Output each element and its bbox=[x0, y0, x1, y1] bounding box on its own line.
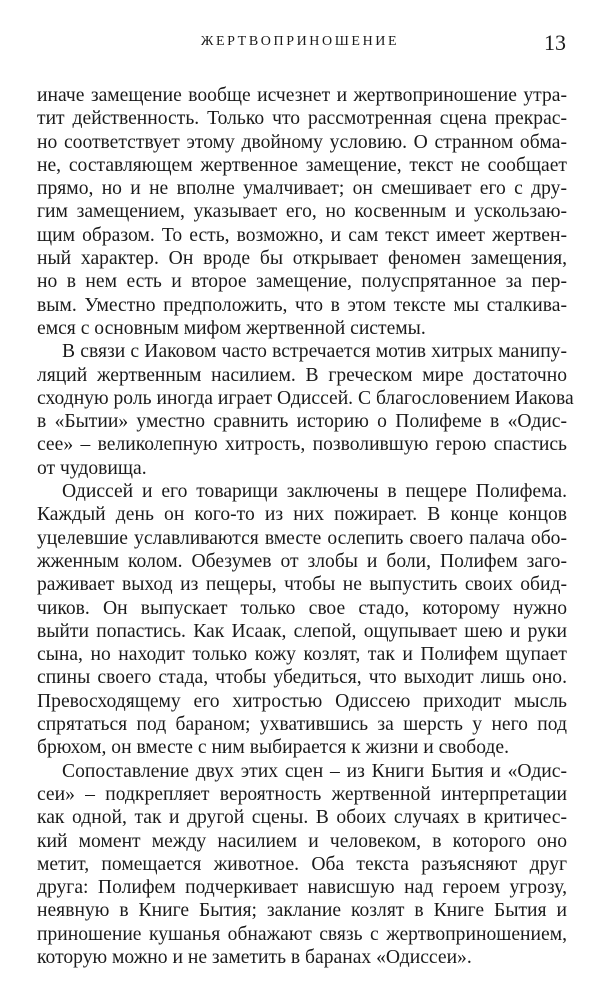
text-line: сына, но находит только кожу козлят, так и Полифем щупает bbox=[37, 644, 567, 666]
page-body bbox=[37, 84, 574, 969]
text-line: иначе замещение вообще исчезнет и жертвоприношение утра- bbox=[37, 85, 567, 106]
text-line: Сопоставление двух этих сцен – из Книги Бытия и «Одис- bbox=[62, 760, 567, 782]
page-header bbox=[0, 30, 600, 56]
text-line: которую можно и не заметить в баранах «Одиссеи». bbox=[37, 946, 472, 968]
text-line: раживает выход из пещеры, чтобы не выпустить своих обид- bbox=[37, 574, 567, 596]
text-line: уцелевшие уславливаются вместе ослепить своего палача обо- bbox=[37, 527, 567, 549]
text-line: сходную роль иногда играет Одиссей. С благословением Иакова bbox=[37, 387, 574, 409]
text-line: прямо, но и не вполне умалчивает; он смешивает его с дру- bbox=[37, 178, 567, 200]
text-line: но соответствует этому двойному условию. О странном обма- bbox=[37, 131, 567, 153]
text-line: неявную в Книге Бытия; заклание козлят в Книге Бытия и bbox=[37, 900, 567, 922]
text-line: Одиссей и его товарищи заключены в пещере Полифема. bbox=[62, 481, 567, 503]
text-line: ный характер. Он вроде бы открывает феномен замещения, bbox=[37, 248, 567, 270]
paragraph bbox=[37, 84, 567, 340]
text-line: друга: Полифем подчеркивает нависшую над героем угрозу, bbox=[37, 877, 567, 899]
text-line: спрятаться под бараном; ухватившись за шерсть у него под bbox=[37, 714, 567, 736]
text-line: метит, помещается животное. Оба текста разъясняют друг bbox=[37, 853, 567, 875]
running-title: ЖЕРТВОПРИНОШЕНИЕ bbox=[200, 34, 400, 49]
text-line: сеи» – подкрепляет вероятность жертвенной интерпретации bbox=[37, 783, 567, 805]
text-line: В связи с Иаковом часто встречается мотив хитрых манипу- bbox=[62, 341, 567, 363]
text-line: чиков. Он выпускает только свое стадо, которому нужно bbox=[37, 597, 567, 619]
text-line: щим образом. То есть, возможно, и сам текст имеет жертвен- bbox=[37, 224, 567, 246]
text-line: Превосходящему его хитростью Одиссею приходит мысль bbox=[37, 690, 567, 712]
text-line: жженным колом. Обезумев от злобы и боли, Полифем заго- bbox=[37, 550, 567, 572]
text-line: тит действенность. Только что рассмотренная сцена прекрас- bbox=[37, 108, 567, 130]
text-line: от чудовища. bbox=[37, 457, 147, 479]
text-line: кий момент между насилием и человеком, в которого оно bbox=[37, 830, 567, 852]
text-line: но в нем есть и второе замещение, полуспрятанное за пер- bbox=[37, 271, 567, 293]
text-line: не, составляющем жертвенное замещение, текст не сообщает bbox=[37, 154, 567, 176]
page-number: 13 bbox=[544, 30, 566, 55]
text-line: брюхом, он вместе с ним выбирается к жизни и свободе. bbox=[37, 737, 509, 759]
text-line: Каждый день он кого-то из них пожирает. В конце концов bbox=[37, 504, 567, 526]
text-line: приношение кушанья обнажают связь с жертвоприношением, bbox=[37, 923, 567, 945]
text-line: в «Бытии» уместно сравнить историю о Полифеме в «Одис- bbox=[37, 411, 567, 433]
paragraph bbox=[37, 760, 567, 970]
text-line: емся с основным мифом жертвенной системы. bbox=[37, 317, 426, 339]
text-line: как одной, так и другой сцены. В обоих случаях в критичес- bbox=[37, 807, 567, 829]
text-line: ляций жертвенным насилием. В греческом мире достаточно bbox=[37, 364, 567, 386]
paragraph bbox=[37, 480, 567, 760]
text-line: спины своего стада, чтобы убедиться, что выходит лишь оно. bbox=[37, 667, 567, 689]
text-line: сее» – великолепную хитрость, позволившую герою спастись bbox=[37, 434, 567, 456]
text-line: вым. Уместно предположить, что в этом тексте мы сталкива- bbox=[37, 294, 567, 316]
paragraph bbox=[37, 340, 574, 480]
text-line: выйти попастись. Как Исаак, слепой, ощупывает шею и руки bbox=[37, 620, 567, 642]
text-line: гим замещением, указывает его, но косвенным и ускользаю- bbox=[37, 201, 567, 223]
